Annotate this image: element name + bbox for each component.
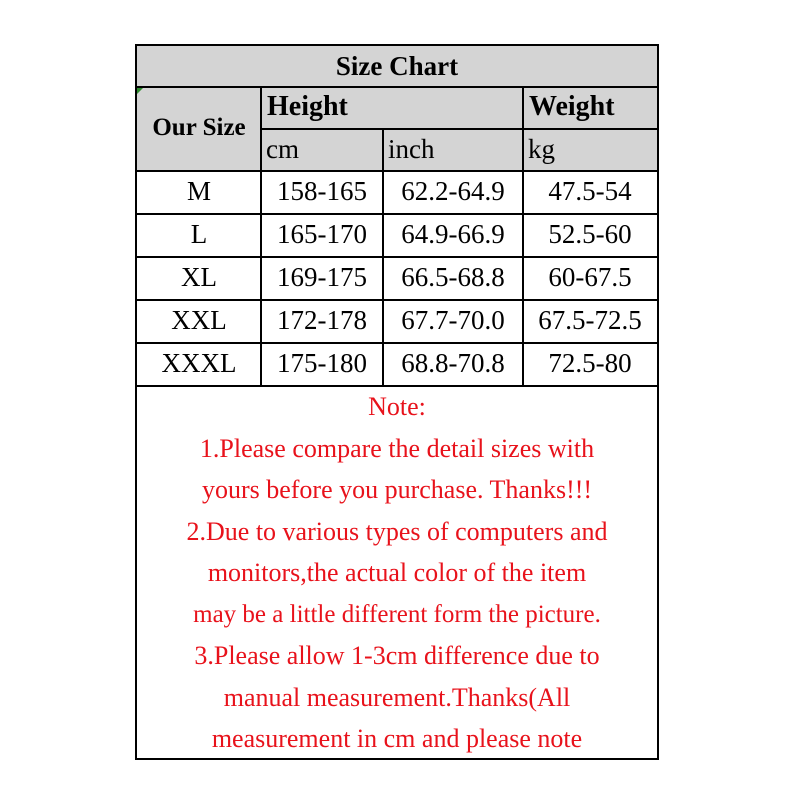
grid-line (260, 86, 262, 385)
note-section (137, 386, 657, 760)
cell-inch: 68.8-70.8 (383, 342, 523, 385)
cell-kg: 47.5-54 (523, 170, 657, 213)
note-line: 2.Due to various types of computers and (186, 516, 608, 546)
cell-kg: 60-67.5 (523, 256, 657, 299)
cell-cm: 175-180 (261, 342, 383, 385)
note-line: 3.Please allow 1-3cm difference due to (194, 641, 600, 670)
grid-line (137, 299, 657, 301)
cell-cm: 172-178 (261, 299, 383, 342)
note-line: manual measurement.Thanks(All (223, 682, 571, 712)
cell-corner-marker (137, 88, 143, 94)
grid-line (522, 86, 524, 385)
note-line: monitors,the actual color of the item (207, 558, 587, 587)
height-group-header: Height (261, 86, 523, 128)
grid-line (137, 170, 657, 172)
note-line: 1.Please compare the detail sizes with (199, 433, 595, 463)
cell-inch: 62.2-64.9 (383, 170, 523, 213)
unit-inch-header: inch (383, 128, 523, 170)
chart-title: Size Chart (137, 46, 657, 86)
grid-line (137, 256, 657, 258)
cell-kg: 72.5-80 (523, 342, 657, 385)
note-line: measurement in cm and please note (211, 724, 583, 753)
cell-kg: 67.5-72.5 (523, 299, 657, 342)
weight-group-header: Weight (523, 86, 657, 128)
unit-cm-header: cm (261, 128, 383, 170)
note-line: may be a little different form the picture. (193, 600, 601, 628)
size-chart-table (135, 44, 659, 760)
cell-inch: 64.9-66.9 (383, 213, 523, 256)
grid-line (137, 213, 657, 215)
unit-kg-header: kg (523, 128, 657, 170)
cell-size: L (137, 213, 261, 256)
cell-size: XXL (137, 299, 261, 342)
cell-size: XL (137, 256, 261, 299)
cell-inch: 67.7-70.0 (383, 299, 523, 342)
note-line: yours before you purchase. Thanks!!! (201, 475, 593, 504)
grid-line (137, 342, 657, 344)
cell-size: M (137, 170, 261, 213)
cell-cm: 165-170 (261, 213, 383, 256)
cell-inch: 66.5-68.8 (383, 256, 523, 299)
cell-cm: 169-175 (261, 256, 383, 299)
grid-line (137, 86, 657, 88)
our-size-header: Our Size (137, 86, 261, 170)
cell-size: XXXL (137, 342, 261, 385)
cell-cm: 158-165 (261, 170, 383, 213)
grid-line (261, 128, 657, 130)
cell-kg: 52.5-60 (523, 213, 657, 256)
note-heading: Note: (368, 392, 426, 421)
grid-line (382, 128, 384, 385)
